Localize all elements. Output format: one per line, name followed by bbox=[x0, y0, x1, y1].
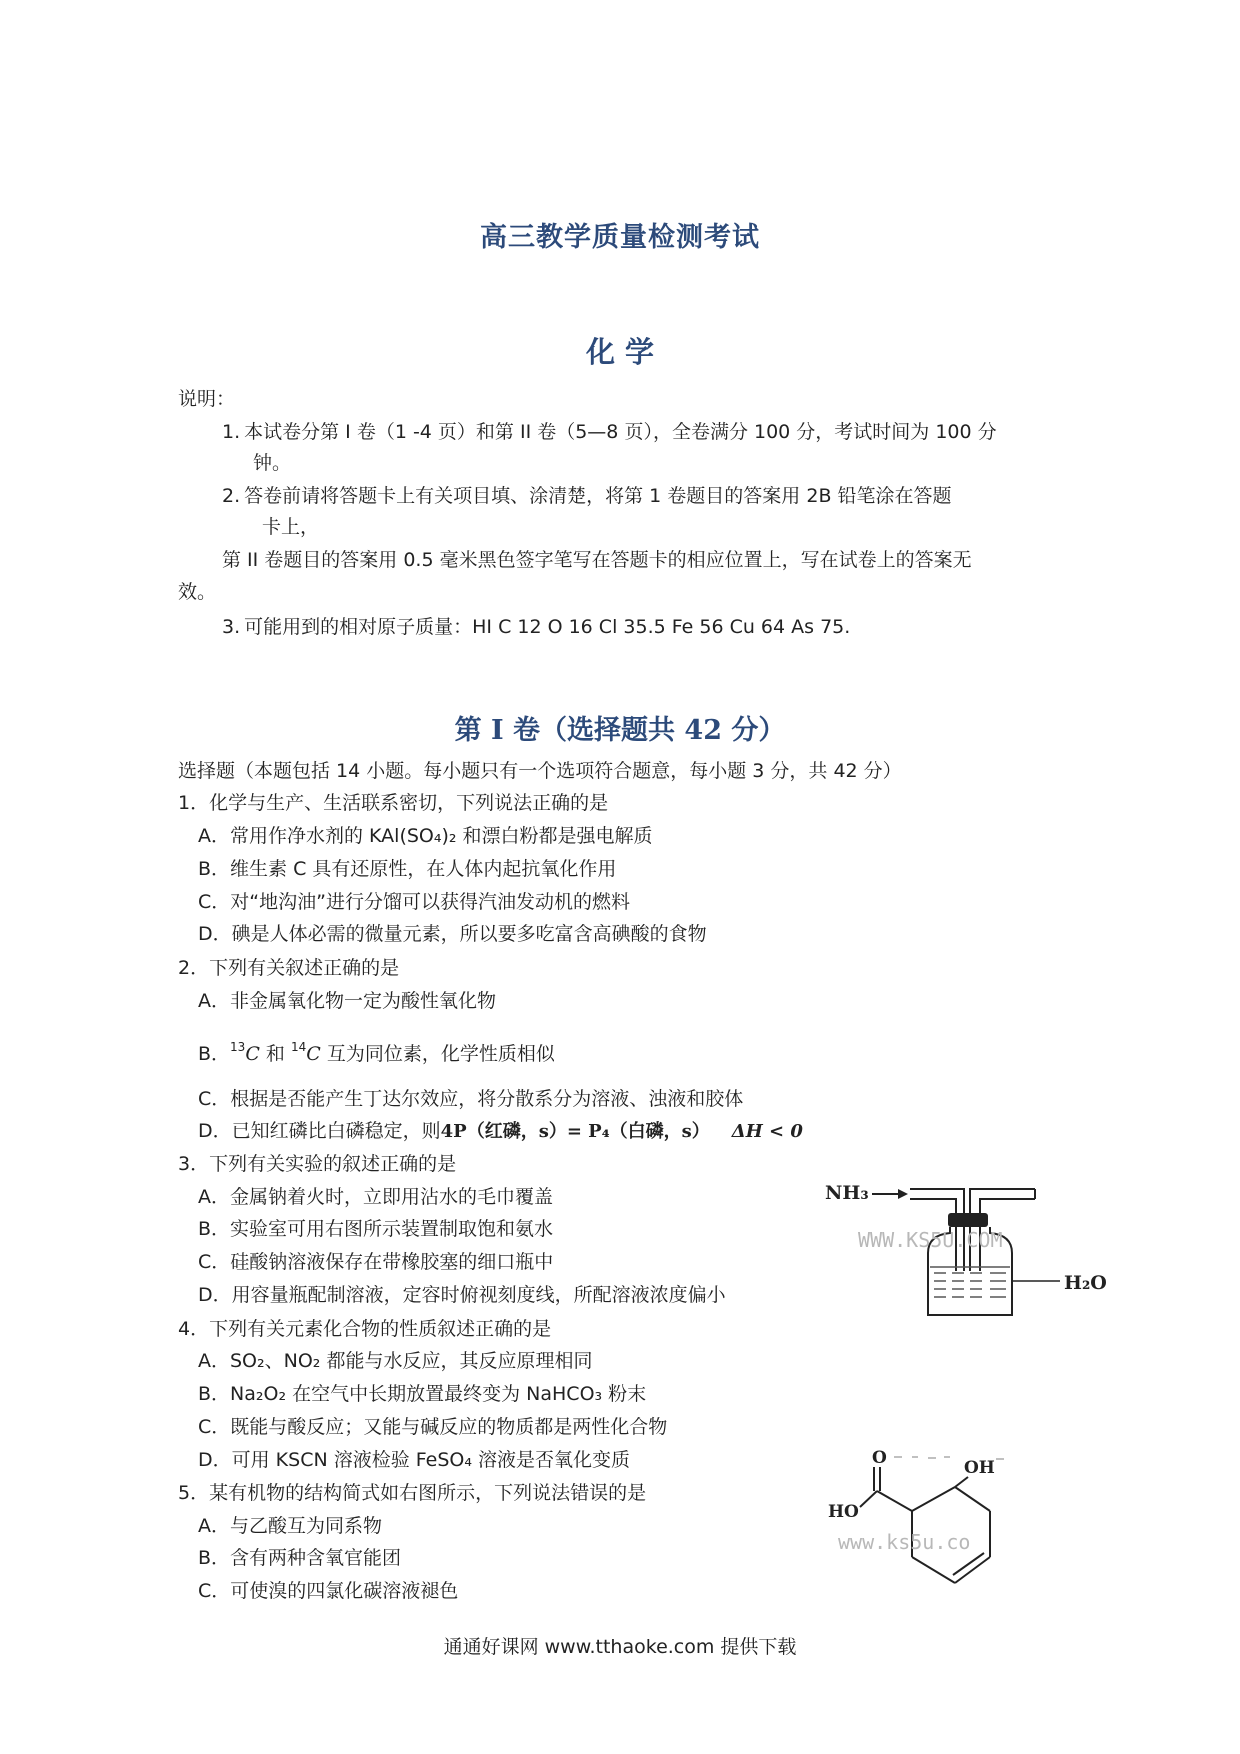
question-stem: 5．某有机物的结构简式如右图所示，下列说法错误的是 bbox=[178, 1482, 647, 1504]
acid-ho-label: HO bbox=[828, 1502, 859, 1522]
instruction-1-continuation: 钟。 bbox=[253, 452, 292, 474]
section-title: 第 I 卷（选择题共 42 分） bbox=[454, 715, 786, 746]
option-a: A．常用作净水剂的 KAl(SO₄)₂ 和漂白粉都是强电解质 bbox=[198, 825, 653, 847]
hydroxyl-oh-label: OH bbox=[964, 1458, 995, 1478]
watermark: WWW.KS5U.COM bbox=[858, 1228, 1003, 1252]
instruction-2-paragraph-end: 效。 bbox=[178, 581, 217, 603]
enthalpy-condition: ΔH < 0 bbox=[731, 1121, 803, 1142]
option-a: A．与乙酸互为同系物 bbox=[198, 1515, 382, 1537]
instruction-1-number: 1. bbox=[222, 421, 241, 443]
option-b bbox=[198, 1041, 555, 1064]
section-intro: 选择题（本题包括 14 小题。每小题只有一个选项符合题意，每小题 3 分，共 42 分） bbox=[178, 760, 902, 782]
option-a: A．非金属氧化物一定为酸性氧化物 bbox=[198, 990, 496, 1012]
option-b: B．含有两种含氧官能团 bbox=[198, 1547, 402, 1569]
footer-download-note: 通通好课网 www.tthaoke.com 提供下载 bbox=[443, 1636, 797, 1658]
stopper bbox=[948, 1213, 988, 1227]
option-d: D．可用 KSCN 溶液检验 FeSO₄ 溶液是否氧化变质 bbox=[198, 1449, 631, 1471]
organic-structure-diagram bbox=[820, 1445, 1020, 1605]
instructions-label: 说明： bbox=[178, 388, 236, 410]
option-d: D．用容量瓶配制溶液，定容时俯视刻度线，所配溶液浓度偏小 bbox=[198, 1284, 726, 1306]
carbonyl-o-label: O bbox=[872, 1448, 887, 1468]
option-b-tail: 互为同位素，化学性质相似 bbox=[320, 1043, 555, 1065]
option-d: D．碘是人体必需的微量元素，所以要多吃富含高碘酸的食物 bbox=[198, 923, 707, 945]
instruction-2 bbox=[222, 487, 952, 506]
watermark: www.ks5u.co bbox=[838, 1530, 971, 1554]
c14-mass-number: 14 bbox=[290, 1040, 307, 1054]
option-c: C．既能与酸反应；又能与碱反应的物质都是两性化合物 bbox=[198, 1416, 668, 1438]
instruction-3 bbox=[222, 618, 850, 637]
option-b: B．Na₂O₂ 在空气中长期放置最终变为 NaHCO₃ 粉末 bbox=[198, 1383, 647, 1405]
option-a: A．SO₂、NO₂ 都能与水反应，其反应原理相同 bbox=[198, 1350, 593, 1372]
option-d-label: D．已知红磷比白磷稳定，则 bbox=[198, 1120, 441, 1142]
instruction-1-text: 本试卷分第 I 卷（1 -4 页）和第 II 卷（5—8 页），全卷满分 100 分，考试时间为 100 分 bbox=[244, 421, 997, 443]
arrowhead-icon bbox=[898, 1189, 908, 1199]
option-b: B．实验室可用右图所示装置制取饱和氨水 bbox=[198, 1218, 554, 1240]
exam-title: 高三教学质量检测考试 bbox=[480, 222, 760, 253]
h2o-label: H₂O bbox=[1064, 1272, 1107, 1294]
instruction-1 bbox=[222, 423, 997, 442]
subject-title: 化 学 bbox=[585, 335, 655, 369]
reaction-equation: 4P（红磷，s）= P₄（白磷，s） bbox=[440, 1121, 710, 1142]
nh3-label: NH₃ bbox=[825, 1182, 869, 1204]
option-c: C．根据是否能产生丁达尔效应，将分散系分为溶液、浊液和胶体 bbox=[198, 1088, 744, 1110]
option-c: C．对“地沟油”进行分馏可以获得汽油发动机的燃料 bbox=[198, 891, 630, 913]
instruction-3-number: 3. bbox=[222, 616, 241, 638]
option-a: A．金属钠着火时，立即用沾水的毛巾覆盖 bbox=[198, 1186, 553, 1208]
c13-mass-number: 13 bbox=[230, 1040, 246, 1054]
c14-symbol: C bbox=[306, 1043, 321, 1065]
question-stem: 3．下列有关实验的叙述正确的是 bbox=[178, 1153, 457, 1175]
instruction-3-text: 可能用到的相对原子质量：HI C 12 O 16 Cl 35.5 Fe 56 Cu 64 As 75. bbox=[244, 616, 851, 638]
question-stem: 1．化学与生产、生活联系密切，下列说法正确的是 bbox=[178, 792, 609, 814]
c13-symbol: C bbox=[245, 1043, 260, 1065]
option-d bbox=[198, 1122, 803, 1141]
instruction-2-text: 答卷前请将答题卡上有关项目填、涂清楚，将第 1 卷题目的答案用 2B 铅笔涂在答题 bbox=[244, 485, 952, 507]
instruction-2-paragraph: 第 II 卷题目的答案用 0.5 毫米黑色签字笔写在答题卡的相应位置上，写在试卷上的答案无 bbox=[222, 549, 972, 571]
option-b-label: B． bbox=[198, 1043, 231, 1065]
molecule-bonds bbox=[860, 1467, 990, 1583]
option-c: C．可使溴的四氯化碳溶液褪色 bbox=[198, 1580, 459, 1602]
question-stem: 2．下列有关叙述正确的是 bbox=[178, 957, 400, 979]
instruction-2-number: 2. bbox=[222, 485, 241, 507]
ammonia-absorption-apparatus bbox=[820, 1163, 1120, 1323]
option-b-and: 和 bbox=[259, 1043, 291, 1065]
instruction-2-continuation: 卡上， bbox=[262, 516, 320, 538]
water-surface bbox=[930, 1267, 1010, 1297]
option-b: B．维生素 C 具有还原性，在人体内起抗氧化作用 bbox=[198, 858, 617, 880]
question-stem: 4．下列有关元素化合物的性质叙述正确的是 bbox=[178, 1318, 552, 1340]
option-c: C．硅酸钠溶液保存在带橡胶塞的细口瓶中 bbox=[198, 1251, 554, 1273]
